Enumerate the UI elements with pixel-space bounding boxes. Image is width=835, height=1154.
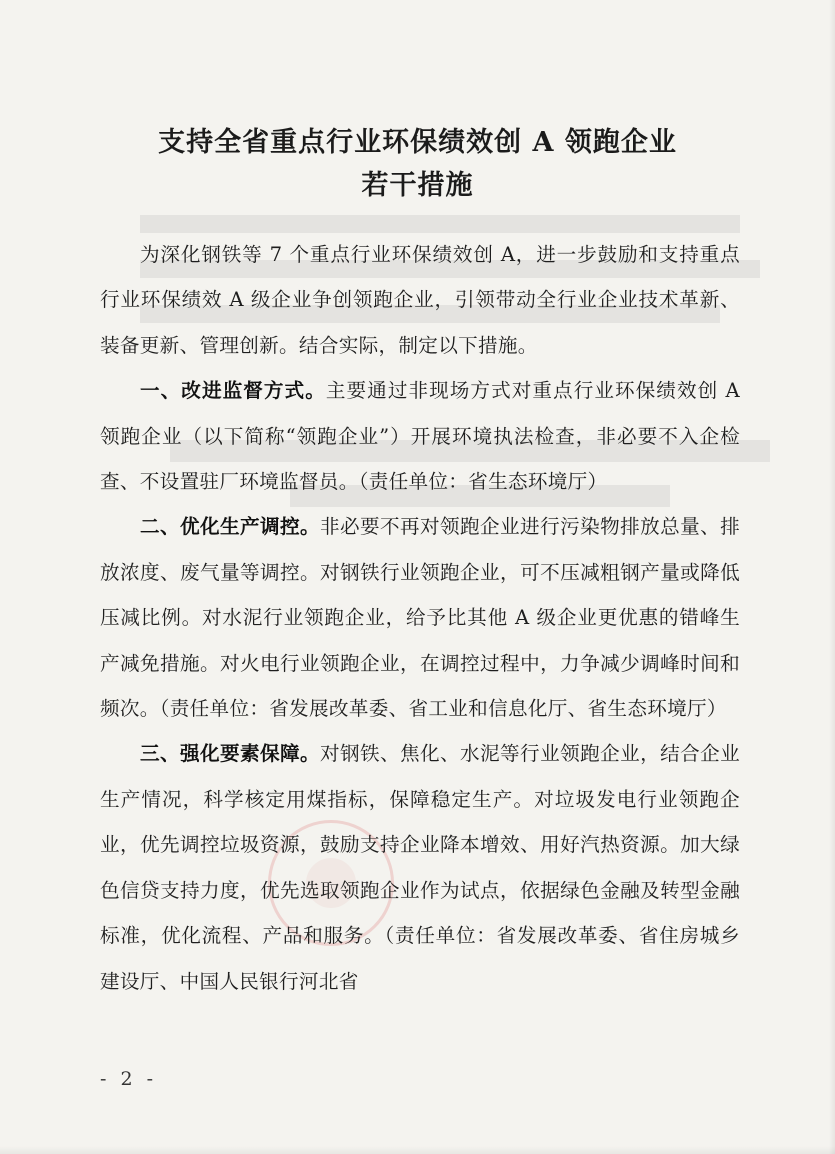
section-text-1: 主要通过非现场方式对重点行业环保绩效创 A 领跑企业（以下简称“领跑企业”）开展环境执法检查，非必要不入企检查、不设置驻厂环境监督员。（责任单位：省生态环境厅） (100, 379, 740, 494)
page-bottom-shadow (0, 1146, 835, 1154)
section-paragraph-2 (100, 504, 740, 731)
section-text-3: 对钢铁、焦化、水泥等行业领跑企业，结合企业生产情况，科学核定用煤指标，保障稳定生产。对垃圾发电行业领跑企业，优先调控垃圾资源，鼓励支持企业降本增效、用好汽热资源。加大绿色信贷支持力度，优先选取领跑企业作为试点，依据绿色金融及转型金融标准，优化流程、产品和服务。（责任单位：省发展改革委、省住房城乡建设厅、中国人民银行河北省 (100, 742, 740, 993)
document-body (100, 232, 740, 1004)
section-heading-1: 一、改进监督方式。 (140, 379, 326, 403)
document-title-line1: 支持全省重点行业环保绩效创 A 领跑企业 (158, 127, 677, 158)
page-number: - 2 - (100, 1068, 158, 1090)
section-paragraph-3 (100, 731, 740, 1003)
page-edge-shadow (829, 0, 835, 1154)
section-heading-3: 三、强化要素保障。 (140, 742, 321, 766)
section-paragraph-1 (100, 368, 740, 504)
section-text-2: 非必要不再对领跑企业进行污染物排放总量、排放浓度、废气量等调控。对钢铁行业领跑企业，可不压减粗钢产量或降低压减比例。对水泥行业领跑企业，给予比其他 A 级企业更优惠的错峰生产减免措施。对火电行业领跑企业，在调控过程中，力争减少调峰时间和频次。（责任单位：省发展改革委、省工业和信息化厅、省生态环境厅） (100, 515, 740, 721)
intro-paragraph: 为深化钢铁等 7 个重点行业环保绩效创 A，进一步鼓励和支持重点行业环保绩效 A 级企业争创领跑企业，引领带动全行业企业技术革新、装备更新、管理创新。结合实际，制定以下措施。 (100, 243, 740, 357)
section-heading-2: 二、优化生产调控。 (140, 515, 321, 539)
document-title-line2: 若干措施 (361, 170, 474, 201)
